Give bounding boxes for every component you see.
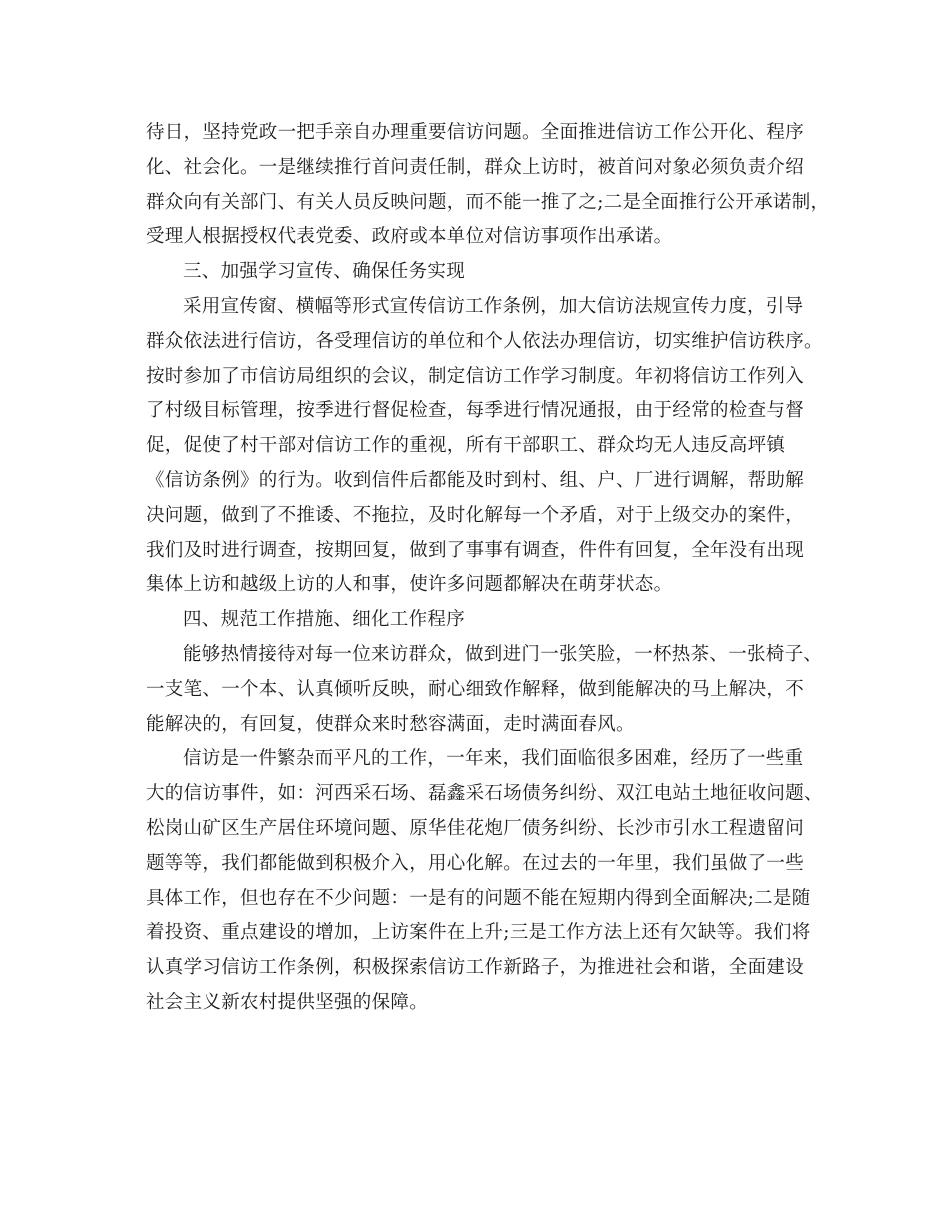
text-line: 大的信访事件，如：河西采石场、磊鑫采石场债务纠纷、双江电站土地征收问题、 xyxy=(146,783,823,805)
text-line: 集体上访和越级上访的人和事，使许多问题都解决在萌芽状态。 xyxy=(146,574,673,596)
text-line: 促，促使了村干部对信访工作的重视，所有干部职工、群众均无人违反高坪镇 xyxy=(146,435,786,457)
text-line: 社会主义新农村提供坚强的保障。 xyxy=(146,991,429,1013)
text-line: 了村级目标管理，按季进行督促检查，每季进行情况通报，由于经常的检查与督 xyxy=(146,400,805,422)
text-line: 松岗山矿区生产居住环境问题、原华佳花炮厂债务纠纷、长沙市引水工程遗留问 xyxy=(146,817,805,839)
text-line: 受理人根据授权代表党委、政府或本单位对信访事项作出承诺。 xyxy=(146,226,673,248)
text-line: 按时参加了市信访局组织的会议，制定信访工作学习制度。年初将信访工作列入 xyxy=(146,365,805,387)
text-line: 化、社会化。一是继续推行首问责任制，群众上访时，被首问对象必须负责介绍 xyxy=(146,156,805,178)
text-line: 能够热情接待对每一位来访群众，做到进门一张笑脸，一杯热茶、一张椅子、 xyxy=(183,643,823,665)
text-line: 采用宣传窗、横幅等形式宣传信访工作条例，加大信访法规宣传力度，引导 xyxy=(183,295,804,317)
document-body xyxy=(146,116,830,1021)
text-line: 我们及时进行调查，按期回复，做到了事事有调查，件件有回复，全年没有出现 xyxy=(146,539,805,561)
text-line: 一支笔、一个本、认真倾听反映，耐心细致作解释，做到能解决的马上解决，不 xyxy=(146,678,805,700)
text-line: 信访是一件繁杂而平凡的工作，一年来，我们面临很多困难，经历了一些重 xyxy=(183,748,804,770)
text-line: 能解决的，有回复，使群众来时愁容满面，走时满面春风。 xyxy=(146,713,635,735)
section-heading: 三、加强学习宣传、确保任务实现 xyxy=(183,261,466,283)
text-line: 群众向有关部门、有关人员反映问题，而不能一推了之;二是全面推行公开承诺制， xyxy=(146,191,830,213)
text-line: 题等等，我们都能做到积极介入，用心化解。在过去的一年里，我们虽做了一些 xyxy=(146,852,805,874)
text-line: 认真学习信访工作条例，积极探索信访工作新路子，为推进社会和谐，全面建设 xyxy=(146,957,805,979)
section-heading: 四、规范工作措施、细化工作程序 xyxy=(183,609,466,631)
text-line: 群众依法进行信访，各受理信访的单位和个人依法办理信访，切实维护信访秩序。 xyxy=(146,330,823,352)
text-line: 《信访条例》的行为。收到信件后都能及时到村、组、户、厂进行调解，帮助解 xyxy=(146,469,805,491)
text-line: 着投资、重点建设的增加，上访案件在上升;三是工作方法上还有欠缺等。我们将 xyxy=(146,922,811,944)
text-line: 具体工作，但也存在不少问题：一是有的问题不能在短期内得到全面解决;二是随 xyxy=(146,887,811,909)
text-line: 决问题，做到了不推诿、不拖拉，及时化解每一个矛盾，对于上级交办的案件， xyxy=(146,504,805,526)
text-line: 待日，坚持党政一把手亲自办理重要信访问题。全面推进信访工作公开化、程序 xyxy=(146,122,805,143)
